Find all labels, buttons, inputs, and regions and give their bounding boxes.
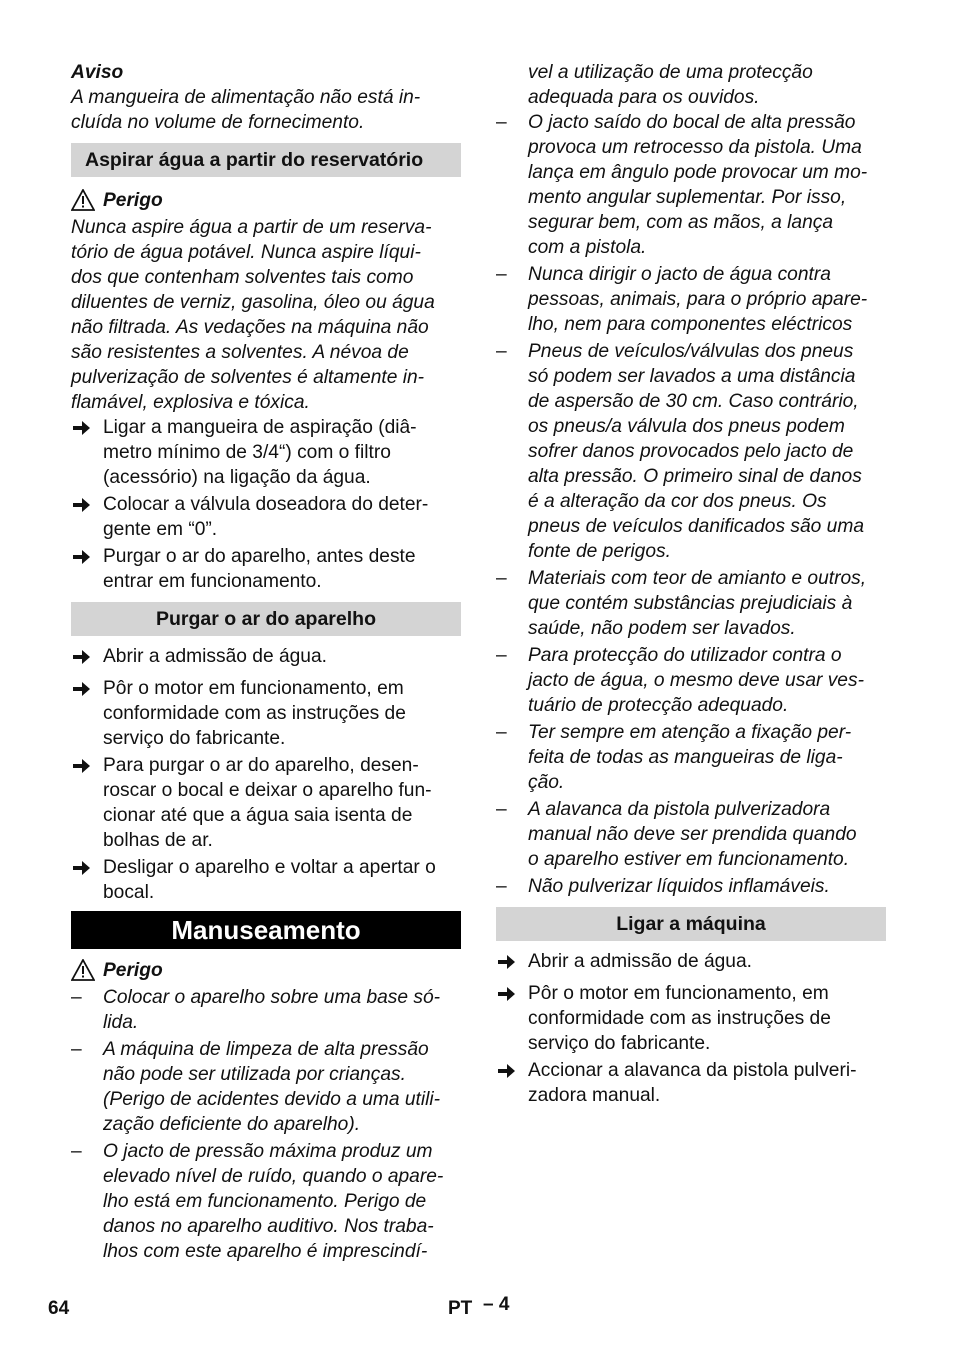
dash-item bbox=[496, 110, 886, 260]
dash-line: (Perigo de acidentes devido a uma utili- bbox=[103, 1089, 441, 1110]
dash-line: é a alteração da cor dos pneus. Os bbox=[528, 491, 827, 512]
step-line: Abrir a admissão de água. bbox=[103, 646, 327, 667]
dash-line: Colocar o aparelho sobre uma base só- bbox=[103, 987, 441, 1008]
danger-line: não filtrada. As vedações na máquina não bbox=[71, 317, 429, 338]
step-line: cionar até que a água saia isenta de bbox=[103, 805, 413, 826]
note-title: Aviso bbox=[71, 62, 124, 83]
dash-line: danos no aparelho auditivo. Nos traba- bbox=[103, 1216, 434, 1237]
dash-item bbox=[496, 643, 886, 718]
step-line: bocal. bbox=[103, 882, 155, 903]
step-line: Colocar a válvula doseadora do deter- bbox=[103, 494, 429, 515]
step-line: zadora manual. bbox=[528, 1085, 661, 1106]
dash-line: A alavanca da pistola pulverizadora bbox=[528, 799, 831, 820]
dash-line: lhos com este aparelho é imprescindí- bbox=[103, 1241, 428, 1262]
note-text bbox=[71, 85, 461, 135]
arrow-right-icon bbox=[496, 952, 516, 972]
dash-line: saúde, não podem ser lavados. bbox=[528, 618, 796, 639]
step-line: bolhas de ar. bbox=[103, 830, 213, 851]
dash-bullet: – bbox=[496, 568, 507, 589]
dash-line: alta pressão. O primeiro sinal de danos bbox=[528, 466, 862, 487]
step-item bbox=[71, 492, 461, 542]
dash-line: pessoas, animais, para o próprio apare- bbox=[528, 289, 868, 310]
danger-line: diluentes de verniz, gasolina, óleo ou água bbox=[71, 292, 435, 313]
dash-line: O jacto de pressão máxima produz um bbox=[103, 1141, 433, 1162]
step-line: entrar em funcionamento. bbox=[103, 571, 322, 592]
dash-bullet: – bbox=[496, 722, 507, 743]
continued-text bbox=[496, 60, 886, 110]
step-item bbox=[496, 949, 886, 979]
dash-item bbox=[496, 874, 886, 899]
step-item bbox=[496, 981, 886, 1056]
step-line: roscar o bocal e deixar o aparelho fun- bbox=[103, 780, 432, 801]
dash-line: não pode ser utilizada por crianças. bbox=[103, 1064, 406, 1085]
dash-bullet: – bbox=[496, 645, 507, 666]
dash-item bbox=[71, 1139, 461, 1264]
step-item bbox=[71, 415, 461, 490]
section-heading-purgar: Purgar o ar do aparelho bbox=[71, 602, 461, 636]
chapter-heading: Manuseamento bbox=[71, 911, 461, 949]
step-line: Pôr o motor em funcionamento, em bbox=[103, 678, 404, 699]
step-line: serviço do fabricante. bbox=[103, 728, 286, 749]
dash-bullet: – bbox=[496, 799, 507, 820]
danger-text bbox=[71, 215, 461, 415]
dash-line: manual não deve ser prendida quando bbox=[528, 824, 857, 845]
danger-label: Perigo bbox=[103, 959, 163, 981]
step-line: conformidade com as instruções de bbox=[103, 703, 406, 724]
dash-line: Não pulverizar líquidos inflamáveis. bbox=[528, 876, 830, 897]
dash-bullet: – bbox=[71, 987, 82, 1008]
dash-line: Nunca dirigir o jacto de água contra bbox=[528, 264, 831, 285]
step-item bbox=[71, 644, 461, 674]
dash-line: feita de todas as mangueiras de liga- bbox=[528, 747, 843, 768]
dash-line: provoca um retrocesso da pistola. Uma bbox=[528, 137, 862, 158]
step-line: Ligar a mangueira de aspiração (diâ- bbox=[103, 417, 417, 438]
note-line: A mangueira de alimentação não está in- bbox=[71, 87, 421, 108]
step-line: Accionar a alavanca da pistola pulveri- bbox=[528, 1060, 857, 1081]
left-column bbox=[71, 60, 461, 1266]
dash-bullet: – bbox=[496, 112, 507, 133]
dash-line: que contém substâncias prejudiciais à bbox=[528, 593, 853, 614]
dash-line: de aspersão de 30 cm. Caso contrário, bbox=[528, 391, 859, 412]
step-line: Purgar o ar do aparelho, antes deste bbox=[103, 546, 416, 567]
dash-bullet: – bbox=[496, 264, 507, 285]
dash-line: Ter sempre em atenção a fixação per- bbox=[528, 722, 852, 743]
step-line: Para purgar o ar do aparelho, desen- bbox=[103, 755, 419, 776]
danger-line: tório de água potável. Nunca aspire líqui- bbox=[71, 242, 421, 263]
arrow-right-icon bbox=[496, 984, 516, 1004]
dash-bullet: – bbox=[496, 341, 507, 362]
dash-line: Para protecção do utilizador contra o bbox=[528, 645, 842, 666]
dash-line: zação deficiente do aparelho). bbox=[103, 1114, 361, 1135]
continued-line: vel a utilização de uma protecção bbox=[528, 62, 813, 83]
step-item bbox=[496, 1058, 886, 1108]
dash-bullet: – bbox=[496, 876, 507, 897]
dash-item bbox=[71, 985, 461, 1035]
dash-line: só podem ser lavados a uma distância bbox=[528, 366, 856, 387]
danger-line: dos que contenham solventes tais como bbox=[71, 267, 414, 288]
step-item bbox=[71, 676, 461, 751]
step-item bbox=[71, 544, 461, 594]
dash-line: ção. bbox=[528, 772, 565, 793]
dash-bullet: – bbox=[71, 1141, 82, 1162]
dash-item bbox=[71, 1037, 461, 1137]
step-line: gente em “0”. bbox=[103, 519, 218, 540]
dash-line: O jacto saído do bocal de alta pressão bbox=[528, 112, 856, 133]
danger-line: são resistentes a solventes. A névoa de bbox=[71, 342, 409, 363]
continued-line: adequada para os ouvidos. bbox=[528, 87, 760, 108]
arrow-right-icon bbox=[496, 1061, 516, 1081]
dash-line: elevado nível de ruído, quando o apare- bbox=[103, 1166, 444, 1187]
dash-line: mento angular suplementar. Por isso, bbox=[528, 187, 847, 208]
dash-line: lida. bbox=[103, 1012, 139, 1033]
danger-line: pulverização de solventes é altamente in- bbox=[71, 367, 425, 388]
dash-line: lança em ângulo pode provocar um mo- bbox=[528, 162, 868, 183]
dash-line: com a pistola. bbox=[528, 237, 647, 258]
arrow-right-icon bbox=[71, 418, 91, 438]
warning-triangle-icon bbox=[71, 959, 95, 981]
sub-page-number: – 4 bbox=[483, 1294, 510, 1315]
language-code: PT bbox=[448, 1298, 473, 1319]
arrow-right-icon bbox=[71, 647, 91, 667]
dash-line: tuário de protecção adequado. bbox=[528, 695, 789, 716]
warning-triangle-icon bbox=[71, 189, 95, 211]
dash-item bbox=[496, 566, 886, 641]
dash-line: lho está em funcionamento. Perigo de bbox=[103, 1191, 427, 1212]
step-line: Pôr o motor em funcionamento, em bbox=[528, 983, 829, 1004]
dash-line: segurar bem, com as mãos, a lança bbox=[528, 212, 834, 233]
section-heading-ligar: Ligar a máquina bbox=[496, 907, 886, 941]
dash-line: fonte de perigos. bbox=[528, 541, 671, 562]
danger-label: Perigo bbox=[103, 189, 163, 211]
right-column bbox=[496, 60, 886, 1110]
step-item bbox=[71, 855, 461, 905]
danger-line: Nunca aspire água a partir de um reserva- bbox=[71, 217, 432, 238]
step-line: Abrir a admissão de água. bbox=[528, 951, 752, 972]
dash-bullet: – bbox=[71, 1039, 82, 1060]
arrow-right-icon bbox=[71, 495, 91, 515]
step-line: conformidade com as instruções de bbox=[528, 1008, 831, 1029]
dash-line: lho, nem para componentes eléctricos bbox=[528, 314, 853, 335]
step-item bbox=[71, 753, 461, 853]
note-line: cluída no volume de fornecimento. bbox=[71, 112, 365, 133]
page-number: 64 bbox=[48, 1298, 70, 1319]
dash-item bbox=[496, 797, 886, 872]
dash-item bbox=[496, 720, 886, 795]
dash-line: o aparelho estiver em funcionamento. bbox=[528, 849, 850, 870]
dash-line: pneus de veículos danificados são uma bbox=[528, 516, 864, 537]
dash-line: jacto de água, o mesmo deve usar ves- bbox=[528, 670, 864, 691]
dash-item bbox=[496, 262, 886, 337]
danger-line: flamável, explosiva e tóxica. bbox=[71, 392, 310, 413]
arrow-right-icon bbox=[71, 756, 91, 776]
dash-line: os pneus/a válvula dos pneus podem bbox=[528, 416, 845, 437]
arrow-right-icon bbox=[71, 679, 91, 699]
step-line: metro mínimo de 3/4“) com o filtro bbox=[103, 442, 391, 463]
arrow-right-icon bbox=[71, 858, 91, 878]
danger-heading bbox=[71, 185, 461, 215]
dash-line: Pneus de veículos/válvulas dos pneus bbox=[528, 341, 854, 362]
dash-line: A máquina de limpeza de alta pressão bbox=[103, 1039, 429, 1060]
dash-line: sofrer danos provocados pelo jacto de bbox=[528, 441, 854, 462]
step-line: serviço do fabricante. bbox=[528, 1033, 711, 1054]
danger-heading bbox=[71, 955, 461, 985]
dash-line: Materiais com teor de amianto e outros, bbox=[528, 568, 867, 589]
arrow-right-icon bbox=[71, 547, 91, 567]
step-line: (acessório) na ligação da água. bbox=[103, 467, 371, 488]
dash-item bbox=[496, 339, 886, 564]
section-heading-aspirar: Aspirar água a partir do reservatório bbox=[71, 143, 461, 177]
step-line: Desligar o aparelho e voltar a apertar o bbox=[103, 857, 436, 878]
